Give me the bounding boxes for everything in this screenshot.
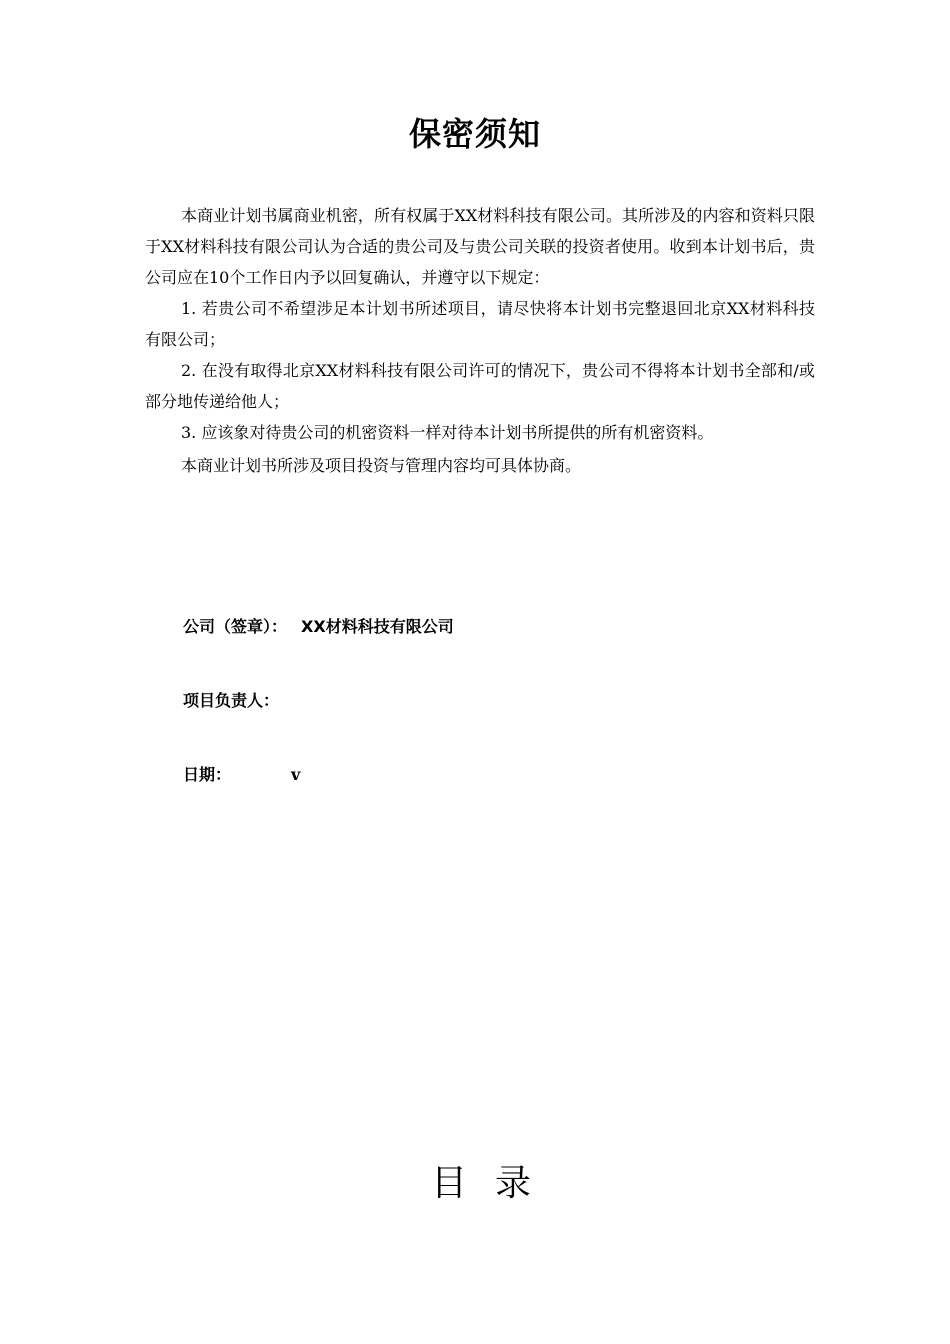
project-manager-label: 项目负责人： — [183, 691, 280, 710]
toc-heading: 目录 — [430, 1163, 559, 1204]
rule-item-3: 3. 应该象对待贵公司的机密资料一样对待本计划书所提供的所有机密资料。 — [181, 423, 714, 442]
rule-item-1: 1. 若贵公司不希望涉足本计划书所述项目，请尽快将本计划书完整退回北京XX材料科技有限公司； — [145, 299, 815, 349]
company-label: 公司（签章）： — [183, 617, 288, 636]
date-row — [183, 764, 300, 786]
intro-paragraph: 本商业计划书属商业机密，所有权属于XX材料科技有限公司。其所涉及的内容和资料只限于XX材料科技有限公司认为合适的贵公司及与贵公司关联的投资者使用。收到本计划书后，贵公司应在10个工作日内予以回复确认，并遵守以下规定： — [145, 206, 815, 287]
closing-paragraph: 本商业计划书所涉及项目投资与管理内容均可具体协商。 — [181, 456, 582, 475]
company-signature-row — [183, 616, 454, 638]
date-label: 日期： — [183, 765, 232, 784]
company-value: XX材料科技有限公司 — [301, 617, 454, 636]
date-value: v — [291, 765, 301, 784]
confidentiality-body — [145, 200, 815, 481]
rule-item-2: 2. 在没有取得北京XX材料科技有限公司许可的情况下，贵公司不得将本计划书全部和/或部分地传递给他人； — [145, 361, 815, 411]
page-title: 保密须知 — [408, 115, 541, 153]
project-manager-row — [183, 690, 279, 712]
